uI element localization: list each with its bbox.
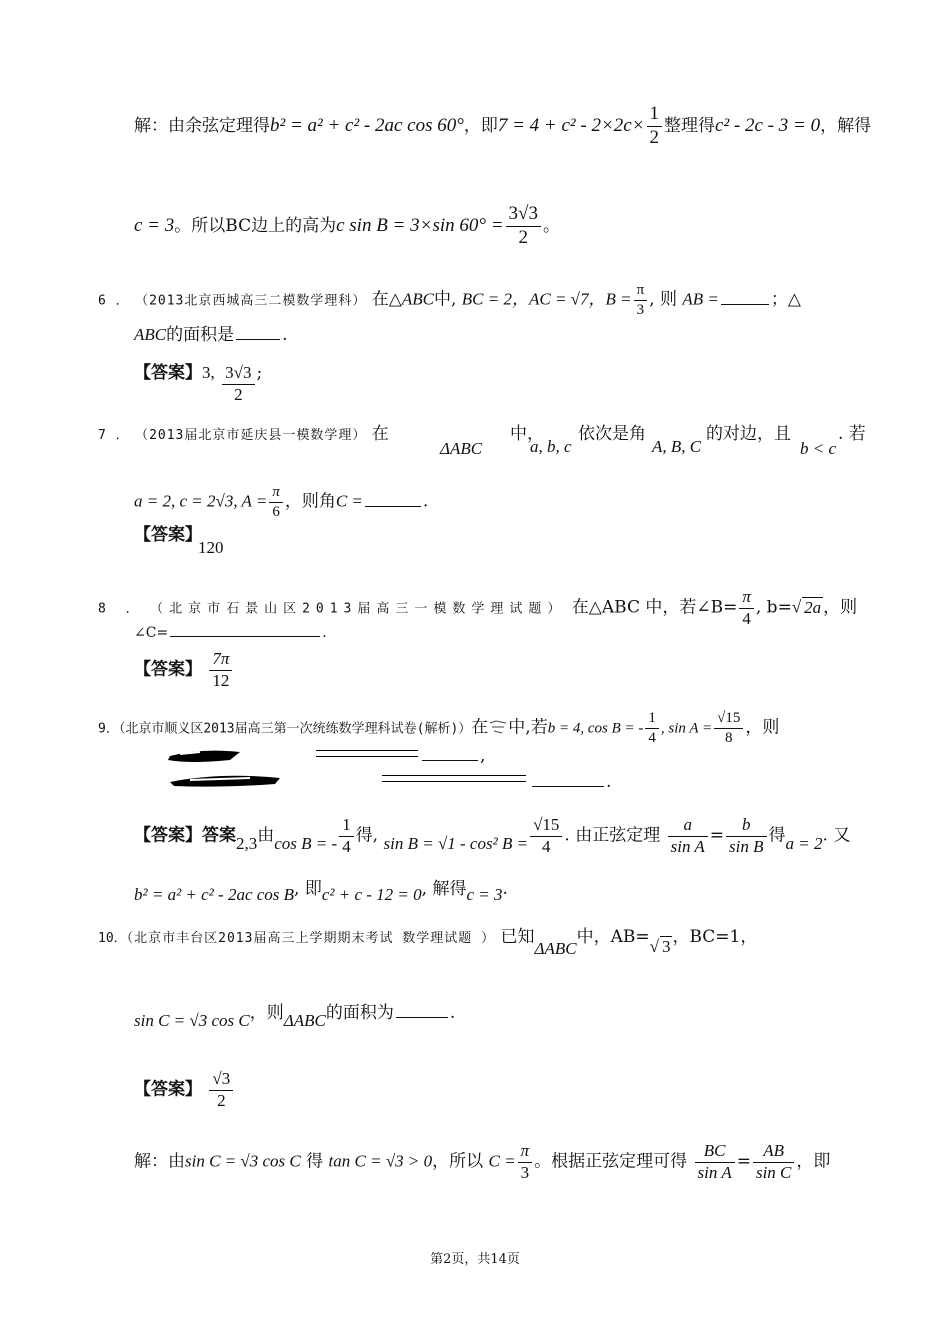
semicolon: ;: [256, 363, 263, 383]
q7-triangle: [440, 440, 482, 458]
text: 得: [768, 825, 786, 846]
text: 。根据正弦定理可得: [534, 1151, 688, 1172]
double-rule-1: [316, 750, 418, 757]
text: 依次是角: [578, 424, 646, 444]
substituted-equation: 7 = 4 + c² - 2×2c×: [497, 114, 645, 136]
pi-fraction: $\frac{\pi}{3}$: [634, 282, 648, 318]
text: ，则: [745, 717, 780, 738]
c-value: c = 3: [466, 885, 503, 904]
question-source: （北京市顺义区2013届高三第一次统练数学理科试卷(解析)）: [118, 721, 472, 737]
answer-blank: [365, 505, 421, 507]
answer-label: 【答案】答案: [134, 825, 236, 846]
answer-label: 【答案】: [134, 1079, 202, 1100]
q7-text5: [838, 426, 866, 443]
answer-blank: [236, 338, 280, 340]
text: , 解得: [421, 879, 467, 899]
question-source: （2013北京西城高三二模数学理科）: [135, 293, 367, 309]
question-number: 7 ．: [98, 428, 130, 443]
q7-text3: [578, 426, 646, 443]
text: . 又: [822, 825, 851, 846]
condition: sin C = √3 cos C: [185, 1151, 301, 1171]
question-6-answer: [134, 364, 262, 404]
question-number: 10．: [98, 931, 127, 946]
text: 中，: [510, 424, 544, 444]
q7-angles: [652, 438, 701, 456]
answer-label: 【答案】: [134, 363, 202, 383]
pi-fraction: $\frac{\pi}{3}$: [518, 1142, 533, 1182]
text: 的面积是: [166, 325, 235, 345]
question-7-answer: [134, 527, 202, 544]
question-9-answer: 【答案】答案2,3由cos B = - $\frac{1}{4}$ 得, sin B = √1 - cos² B = $\frac{√15}{4}$ . 由正弦定理 $\frac{a}{\text{sin A}}$ = $\frac{b}{\text{sin B}}$ 得a = 2. 又: [134, 815, 851, 856]
ab-label: AB =: [682, 289, 719, 309]
question-8-line-2: ∠C= .: [134, 625, 327, 641]
sine-law-a: $\frac{a}{\text{sin A}}$: [668, 816, 708, 856]
half-fraction: $\frac{1}{2}$: [647, 104, 663, 149]
question-9: [98, 710, 779, 746]
text: 中,: [433, 289, 457, 310]
height-fraction: $\frac{3√3}{2}$: [506, 204, 541, 249]
text: 中,若: [508, 717, 548, 738]
answer-label: 【答案】: [134, 525, 202, 545]
answer-blank: [170, 635, 320, 637]
triangle-label: ΔABC: [283, 1011, 326, 1030]
triangle-label: ΔABC: [534, 939, 577, 958]
question-number: 8 ．: [98, 601, 145, 617]
pi-fraction: $\frac{\pi}{6}$: [269, 484, 283, 520]
answer-blank: [721, 303, 769, 305]
text-zhengli: 整理得: [664, 115, 716, 136]
text: 在△ABC 中，若∠B=: [571, 597, 738, 618]
sine-law-ab: $\frac{AB}{\text{sin C}}$: [753, 1142, 794, 1182]
sin-a-label: , sin A =: [660, 720, 713, 737]
text: 的对边，且: [706, 424, 791, 444]
question-6: [98, 282, 801, 318]
tan-c: tan C = √3 > 0: [328, 1151, 433, 1171]
text: 由: [257, 825, 275, 846]
question-7: [98, 426, 389, 443]
triangle-label: ABC: [134, 325, 167, 344]
garbled-glyph: [488, 719, 508, 733]
solution-line-2: [134, 204, 560, 249]
text: , 则: [649, 289, 677, 310]
text: 在: [471, 717, 489, 738]
pi-fraction: $\frac{\pi}{4}$: [739, 588, 754, 628]
q9-blank-1: ,: [420, 748, 485, 765]
triangle-label: ΔABC: [440, 439, 483, 458]
question-8: 8 ． （北京市石景山区2013届高三一模数学理试题） 在△ABC 中，若∠B= $\frac{\pi}{4}$ , b=√ 2a ，则: [98, 587, 858, 628]
answer-blank: [396, 1016, 448, 1018]
text: ，BC=1，: [672, 927, 758, 947]
answer-label: 【答案】: [134, 659, 202, 680]
text: ，则: [823, 597, 858, 618]
c-label: C =: [335, 491, 363, 511]
question-7-line-2: a = 2, c = 2√3, A = $\frac{\pi}{6}$ ，则角C = .: [134, 484, 429, 520]
page-footer: 第2页，共14页: [430, 1252, 520, 1267]
cosine-law-equation: b² = a² + c² - 2ac cos 60°: [270, 114, 464, 136]
question-number: 6 ．: [98, 293, 130, 309]
condition: BC = 2，AC = √7，B =: [461, 289, 632, 309]
question-10-line-2: sin C = √3 cos C，则ΔABC的面积为 .: [134, 1003, 456, 1030]
sin-b-fraction: $\frac{√15}{4}$: [530, 816, 562, 856]
text: 中，AB=: [576, 927, 650, 947]
condition: a = 2, c = 2√3, A =: [134, 491, 268, 511]
solution-intro: 解：由余弦定理得: [134, 115, 270, 136]
text: ，则: [249, 1003, 284, 1023]
text: 在△: [371, 289, 402, 310]
height-text: 。所以BC边上的高为: [174, 215, 337, 236]
text: 得: [306, 1151, 324, 1172]
condition: b < c: [800, 439, 837, 458]
cos-b: cos B = -: [274, 833, 338, 853]
text: 解：由: [134, 1151, 185, 1172]
c-value: c = 3: [134, 214, 175, 236]
text: 得,: [355, 825, 379, 846]
quadratic: c² + c - 12 = 0: [321, 885, 422, 904]
condition: sin C = √3 cos C: [134, 1011, 250, 1030]
question-source: （2013届北京市延庆县一模数学理）: [135, 428, 367, 443]
question-8-answer: [134, 650, 234, 690]
sqrt-value: 2a: [804, 597, 822, 617]
question-6-line-2: ABC的面积是 .: [134, 325, 288, 345]
question-number: 9．: [98, 721, 119, 737]
sin-b: sin B = √1 - cos² B =: [383, 833, 529, 853]
height-equation: c sin B = 3×sin 60° =: [336, 214, 504, 236]
cos-fraction: $\frac{1}{4}$: [339, 816, 354, 856]
text: 已知: [500, 927, 535, 947]
text: ，则角: [284, 491, 336, 512]
answer-fraction: $\frac{√3}{2}$: [209, 1070, 233, 1110]
text: . 若: [838, 424, 866, 444]
answer-fraction: $\frac{3√3}{2}$: [222, 364, 254, 404]
cos-fraction: $\frac{1}{4}$: [645, 710, 659, 746]
double-rule-2: [382, 775, 526, 782]
question-10-solution: [134, 1142, 830, 1182]
cosine-law: b² = a² + c² - 2ac cos B: [134, 885, 295, 904]
text: , b=: [755, 597, 792, 618]
question-9-line-b: [134, 879, 508, 904]
a-value: a = 2: [785, 833, 823, 853]
sine-law-b: $\frac{b}{\text{sin B}}$: [726, 816, 766, 856]
text-jiede: ，解得: [820, 115, 872, 136]
answer-value: 2,3: [236, 833, 258, 853]
question-source: （北京市石景山区2013届高三一模数学理试题）: [150, 601, 567, 617]
angle-c-label: ∠C=: [134, 625, 169, 641]
condition: b = 4, cos B = -: [547, 720, 644, 737]
text-ji: ，即: [463, 115, 498, 136]
side-variables: a, b, c: [530, 437, 572, 456]
angle-variables: A, B, C: [652, 437, 702, 456]
sine-law-bc: $\frac{BC}{\text{sin A}}$: [695, 1142, 735, 1182]
period: .: [502, 879, 508, 899]
c-label: C =: [488, 1151, 516, 1171]
period: 。: [542, 215, 560, 236]
answer-value: 3,: [202, 363, 215, 382]
sin-fraction: $\frac{√15}{8}$: [714, 710, 743, 746]
text: ；△: [770, 289, 801, 310]
question-10: 10．（北京市丰台区2013届高三上学期期末考试 数学理试题 ） 已知ΔABC中，AB=√ 3 ，BC=1，: [98, 927, 758, 958]
question-10-answer: [134, 1070, 235, 1110]
q7-vars: [530, 438, 572, 456]
text: . 由正弦定理: [564, 825, 661, 846]
text: , 即: [294, 879, 322, 899]
q7-answer-value: [198, 539, 224, 557]
triangle-label: ABC: [401, 289, 434, 309]
quadratic-equation: c² - 2c - 3 = 0: [715, 114, 821, 136]
text: 在: [371, 424, 389, 444]
q7-cond: [800, 440, 836, 458]
text: ，所以: [432, 1151, 484, 1172]
answer-value: 120: [198, 538, 224, 557]
solution-line-1: [134, 104, 871, 149]
sqrt-value: 3: [661, 937, 671, 956]
q9-blank-2: .: [530, 774, 611, 791]
q7-text4: [706, 426, 791, 443]
answer-fraction: $\frac{7\pi}{12}$: [209, 650, 232, 690]
equals: =: [736, 1151, 751, 1172]
question-source: （北京市丰台区2013届高三上学期期末考试 数学理试题 ）: [126, 931, 496, 946]
text: ，即: [796, 1151, 831, 1172]
text: 的面积为: [325, 1003, 394, 1023]
